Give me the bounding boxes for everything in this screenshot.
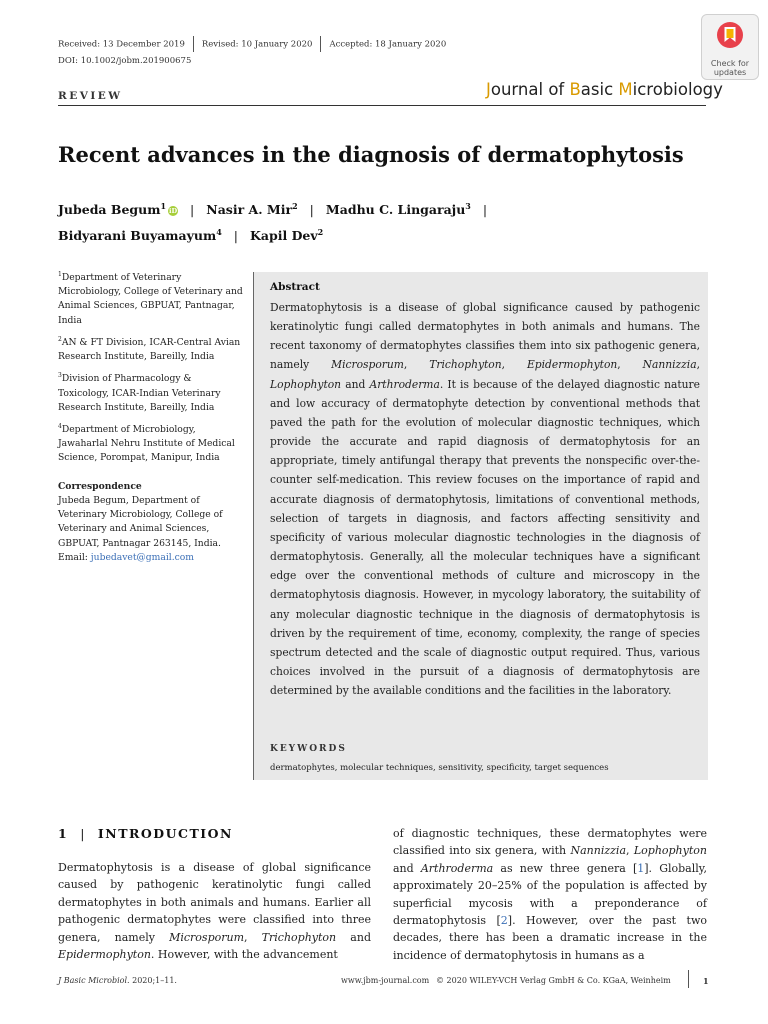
affiliation: $^2$AN & FT Division, ICAR-Central Avian Research Institute, Bareilly, India <box>58 335 241 363</box>
intro-right-column: of diagnostic techniques, these dermatophytes were classified into six genera, with Nannizzia, Lophophyton and Arthroderma as new three genera [1]. Globally, approximately 20–25% of the population is affected by superficial mycosis with a preponderance of dermatophytosis [2]. However, over the past two decades, there has been a dramatic increase in the incidence of dermatophytosis in humans as a <box>393 827 708 962</box>
footer-citation: J Basic Microbiol. 2020;1–11. <box>58 976 177 985</box>
section-heading-introduction: 1 | INTRODUCTION <box>58 826 233 841</box>
correspondence-email: Email: jubedavet@gmail.com <box>58 551 195 563</box>
footer-copyright: © 2020 WILEY-VCH Verlag GmbH & Co. KGaA, Weinheim <box>436 976 671 985</box>
author-name: Bidyarani Buyamayum <box>58 228 217 244</box>
article-dates <box>58 36 446 52</box>
abstract-heading: Abstract <box>270 281 320 293</box>
author-name: Kapil Dev <box>250 228 318 244</box>
keywords: dermatophytes, molecular techniques, sensitivity, specificity, target sequences <box>270 763 609 773</box>
doi[interactable]: DOI: 10.1002/jobm.201900675 <box>58 56 192 66</box>
keywords-heading: KEYWORDS <box>270 744 347 754</box>
author-name: Jubeda Begum <box>58 202 161 218</box>
correspondence-heading: Correspondence <box>58 480 142 492</box>
abstract-text: Dermatophytosis is a disease of global significance caused by pathogenic keratinolytic fungi called dermatophytes in both animals and humans. The recent taxonomy of dermatophytes classifies them into six pathogenic genera, namely Microsporum, Trichophyton, Epidermophyton, Nannizzia, Lophophyton and Arthroderma. It is because of the delayed diagnostic nature and low accuracy of dermatophyte detection by conventional methods that paved the path for the evolution of molecular diagnostic techniques, which provide the accurate and rapid diagnosis of dermatophytosis for an appropriate, timely antifungal therapy that prevents the nonspecific over-the-counter self-medication. This review focuses on the importance of rapid and accurate diagnosis of dermatophytosis, limitations of conventional methods, selection of targets in diagnosis, and factors affecting sensitivity and specificity of various molecular diagnostic technologies in the diagnosis of dermatophytosis. Generally, all the molecular techniques have a significant edge over the conventional methods of culture and microscopy in the dermatophytosis diagnosis. However, in mycology laboratory, the suitability of any molecular diagnostic technique in the diagnosis of dermatophytosis is driven by the requirement of time, economy, complexity, the range of species spectrum detected and the scale of diagnostic output required. Thus, various choices involved in the pursuit of a diagnosis of dermatophytosis are determined by the available conditions and the facilities in the laboratory. <box>270 301 700 698</box>
bookmark-icon <box>702 15 758 55</box>
affiliation: $^3$Division of Pharmacology & Toxicology, ICAR-Indian Veterinary Research Institute, Bareilly, India <box>58 372 221 413</box>
affiliations <box>58 268 244 565</box>
author-name: Nasir A. Mir <box>206 202 293 218</box>
footer-divider <box>688 970 689 988</box>
citation-link[interactable]: 2 <box>500 914 508 928</box>
abstract-box <box>253 272 708 780</box>
email-link[interactable]: jubedavet@gmail.com <box>90 551 195 563</box>
footer-website[interactable]: www.jbm-journal.com <box>341 976 430 985</box>
author-name: Madhu C. Lingaraju <box>325 202 466 218</box>
accepted-date: Accepted: 18 January 2020 <box>329 39 447 50</box>
badge-line1: Check for <box>710 59 750 68</box>
intro-left-column: Dermatophytosis is a disease of global significance caused by pathogenic keratinolytic fungi called dermatophytes in both animals and humans. Earlier all pathogenic dermatophytes were classified into three genera, namely Microsporum, Trichophyton and Epidermophyton. However, with the advancement <box>58 861 371 962</box>
page-number: 1 <box>703 976 709 986</box>
author-list: Jubeda Begum$^1$ iD | Nasir A. Mir$^2$ | Madhu C. Lingaraju$^3$ | Bidyarani Buyamayum$^4$ | Kapil Dev$^2$ <box>58 201 488 244</box>
received-date: Received: 13 December 2019 <box>58 39 185 50</box>
affiliation: $^1$Department of Veterinary Microbiology, College of Veterinary and Animal Sciences, GBPUAT, Pantnagar, India <box>58 271 243 326</box>
badge-line2: updates <box>713 68 747 77</box>
journal-logo: Journal of Basic Microbiology <box>486 80 723 99</box>
header-divider <box>58 105 706 106</box>
revised-date: Revised: 10 January 2020 <box>201 39 313 50</box>
affiliation: $^4$Department of Microbiology, Jawaharlal Nehru Institute of Medical Science, Porompat, Manipur, India <box>58 423 235 464</box>
citation-link[interactable]: 1 <box>637 861 645 875</box>
section-label: REVIEW <box>58 90 123 102</box>
correspondence-text: Jubeda Begum, Department of Veterinary Microbiology, College of Veterinary and Animal Sciences, GBPUAT, Pantnagar 263145, India. <box>58 494 223 549</box>
orcid-icon[interactable]: iD <box>168 206 178 215</box>
article-title: Recent advances in the diagnosis of dermatophytosis <box>58 142 684 167</box>
check-for-updates-badge[interactable] <box>701 14 759 80</box>
